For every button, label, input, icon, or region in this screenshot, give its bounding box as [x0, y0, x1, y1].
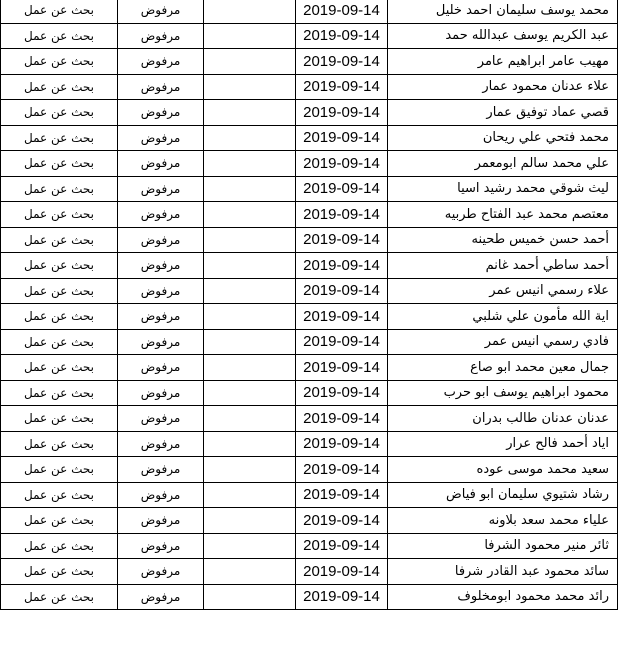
table-row	[1, 49, 618, 75]
status-cell: مرفوض	[118, 380, 204, 406]
reason-cell: بحث عن عمل	[1, 457, 118, 483]
date-cell: 2019-09-14	[296, 0, 388, 23]
table-row	[1, 380, 618, 406]
table-row	[1, 151, 618, 177]
applicant-name-cell: ليث شوقي محمد رشيد اسيا	[388, 176, 618, 202]
empty-cell	[204, 304, 296, 330]
reason-cell: بحث عن عمل	[1, 23, 118, 49]
date-cell: 2019-09-14	[296, 176, 388, 202]
status-cell: مرفوض	[118, 125, 204, 151]
table-row	[1, 202, 618, 228]
status-cell: مرفوض	[118, 0, 204, 23]
applicant-name-cell: محمود ابراهيم يوسف ابو حرب	[388, 380, 618, 406]
empty-cell	[204, 457, 296, 483]
date-cell: 2019-09-14	[296, 278, 388, 304]
reason-cell: بحث عن عمل	[1, 380, 118, 406]
table-row	[1, 0, 618, 23]
date-cell: 2019-09-14	[296, 584, 388, 610]
reason-cell: بحث عن عمل	[1, 227, 118, 253]
status-cell: مرفوض	[118, 304, 204, 330]
table-row	[1, 23, 618, 49]
empty-cell	[204, 533, 296, 559]
applicant-name-cell: عبد الكريم يوسف عبدالله حمد	[388, 23, 618, 49]
reason-cell: بحث عن عمل	[1, 482, 118, 508]
applicant-name-cell: اية الله مأمون علي شلبي	[388, 304, 618, 330]
empty-cell	[204, 227, 296, 253]
status-cell: مرفوض	[118, 202, 204, 228]
empty-cell	[204, 355, 296, 381]
date-cell: 2019-09-14	[296, 74, 388, 100]
applicant-name-cell: محمد يوسف سليمان احمد خليل	[388, 0, 618, 23]
applicant-name-cell: رشاد شتيوي سليمان ابو فياض	[388, 482, 618, 508]
empty-cell	[204, 278, 296, 304]
applicant-name-cell: سائد محمود عبد القادر شرفا	[388, 559, 618, 585]
status-cell: مرفوض	[118, 151, 204, 177]
date-cell: 2019-09-14	[296, 253, 388, 279]
applicant-name-cell: مهيب عامر ابراهيم عامر	[388, 49, 618, 75]
applicant-name-cell: علي محمد سالم ابومعمر	[388, 151, 618, 177]
status-cell: مرفوض	[118, 74, 204, 100]
applicant-name-cell: اياد أحمد فالح عرار	[388, 431, 618, 457]
applicant-name-cell: علاء رسمي انيس عمر	[388, 278, 618, 304]
empty-cell	[204, 482, 296, 508]
reason-cell: بحث عن عمل	[1, 125, 118, 151]
empty-cell	[204, 559, 296, 585]
date-cell: 2019-09-14	[296, 329, 388, 355]
date-cell: 2019-09-14	[296, 355, 388, 381]
reason-cell: بحث عن عمل	[1, 584, 118, 610]
table-row	[1, 584, 618, 610]
date-cell: 2019-09-14	[296, 406, 388, 432]
empty-cell	[204, 202, 296, 228]
reason-cell: بحث عن عمل	[1, 74, 118, 100]
status-cell: مرفوض	[118, 406, 204, 432]
reason-cell: بحث عن عمل	[1, 0, 118, 23]
date-cell: 2019-09-14	[296, 533, 388, 559]
empty-cell	[204, 151, 296, 177]
date-cell: 2019-09-14	[296, 202, 388, 228]
empty-cell	[204, 125, 296, 151]
date-cell: 2019-09-14	[296, 49, 388, 75]
reason-cell: بحث عن عمل	[1, 431, 118, 457]
applicant-name-cell: سعيد محمد موسى عوده	[388, 457, 618, 483]
applicant-name-cell: أحمد ساطي أحمد غانم	[388, 253, 618, 279]
date-cell: 2019-09-14	[296, 482, 388, 508]
reason-cell: بحث عن عمل	[1, 533, 118, 559]
table-row	[1, 74, 618, 100]
status-cell: مرفوض	[118, 176, 204, 202]
table-row	[1, 227, 618, 253]
applicant-name-cell: علياء محمد سعد بلاونه	[388, 508, 618, 534]
table-row	[1, 559, 618, 585]
empty-cell	[204, 508, 296, 534]
table-row	[1, 355, 618, 381]
applicant-name-cell: ثائر منير محمود الشرفا	[388, 533, 618, 559]
date-cell: 2019-09-14	[296, 125, 388, 151]
applicant-name-cell: فادي رسمي انيس عمر	[388, 329, 618, 355]
applicant-name-cell: معتصم محمد عبد الفتاح طربيه	[388, 202, 618, 228]
reason-cell: بحث عن عمل	[1, 406, 118, 432]
date-cell: 2019-09-14	[296, 380, 388, 406]
table-row	[1, 431, 618, 457]
table-row	[1, 100, 618, 126]
reason-cell: بحث عن عمل	[1, 202, 118, 228]
table-row	[1, 457, 618, 483]
empty-cell	[204, 380, 296, 406]
reason-cell: بحث عن عمل	[1, 278, 118, 304]
date-cell: 2019-09-14	[296, 457, 388, 483]
empty-cell	[204, 23, 296, 49]
status-cell: مرفوض	[118, 100, 204, 126]
date-cell: 2019-09-14	[296, 227, 388, 253]
empty-cell	[204, 100, 296, 126]
empty-cell	[204, 176, 296, 202]
applicant-name-cell: علاء عدنان محمود عمار	[388, 74, 618, 100]
status-cell: مرفوض	[118, 584, 204, 610]
date-cell: 2019-09-14	[296, 559, 388, 585]
table-row	[1, 253, 618, 279]
status-cell: مرفوض	[118, 482, 204, 508]
date-cell: 2019-09-14	[296, 431, 388, 457]
status-cell: مرفوض	[118, 355, 204, 381]
status-cell: مرفوض	[118, 533, 204, 559]
date-cell: 2019-09-14	[296, 508, 388, 534]
date-cell: 2019-09-14	[296, 151, 388, 177]
reason-cell: بحث عن عمل	[1, 253, 118, 279]
reason-cell: بحث عن عمل	[1, 100, 118, 126]
empty-cell	[204, 74, 296, 100]
empty-cell	[204, 431, 296, 457]
table-row	[1, 406, 618, 432]
empty-cell	[204, 0, 296, 23]
applicant-name-cell: أحمد حسن خميس طحينه	[388, 227, 618, 253]
empty-cell	[204, 253, 296, 279]
table-row	[1, 482, 618, 508]
reason-cell: بحث عن عمل	[1, 508, 118, 534]
table-row	[1, 125, 618, 151]
table-row	[1, 176, 618, 202]
table-row	[1, 304, 618, 330]
empty-cell	[204, 329, 296, 355]
applicant-name-cell: قصي عماد توفيق عمار	[388, 100, 618, 126]
status-cell: مرفوض	[118, 457, 204, 483]
table-row	[1, 278, 618, 304]
empty-cell	[204, 49, 296, 75]
date-cell: 2019-09-14	[296, 23, 388, 49]
table-row	[1, 533, 618, 559]
empty-cell	[204, 406, 296, 432]
applicants-table-body	[1, 0, 618, 610]
date-cell: 2019-09-14	[296, 304, 388, 330]
status-cell: مرفوض	[118, 329, 204, 355]
status-cell: مرفوض	[118, 508, 204, 534]
table-row	[1, 329, 618, 355]
table-row	[1, 508, 618, 534]
date-cell: 2019-09-14	[296, 100, 388, 126]
status-cell: مرفوض	[118, 559, 204, 585]
reason-cell: بحث عن عمل	[1, 151, 118, 177]
applicant-name-cell: محمد فتحي علي ريحان	[388, 125, 618, 151]
reason-cell: بحث عن عمل	[1, 355, 118, 381]
empty-cell	[204, 584, 296, 610]
applicant-name-cell: عدنان عدنان طالب بدران	[388, 406, 618, 432]
reason-cell: بحث عن عمل	[1, 49, 118, 75]
status-cell: مرفوض	[118, 253, 204, 279]
reason-cell: بحث عن عمل	[1, 559, 118, 585]
status-cell: مرفوض	[118, 278, 204, 304]
reason-cell: بحث عن عمل	[1, 176, 118, 202]
applicant-name-cell: جمال معين محمد ابو صاع	[388, 355, 618, 381]
status-cell: مرفوض	[118, 227, 204, 253]
status-cell: مرفوض	[118, 23, 204, 49]
status-cell: مرفوض	[118, 49, 204, 75]
reason-cell: بحث عن عمل	[1, 304, 118, 330]
reason-cell: بحث عن عمل	[1, 329, 118, 355]
applicant-name-cell: رائد محمد محمود ابومخلوف	[388, 584, 618, 610]
status-cell: مرفوض	[118, 431, 204, 457]
